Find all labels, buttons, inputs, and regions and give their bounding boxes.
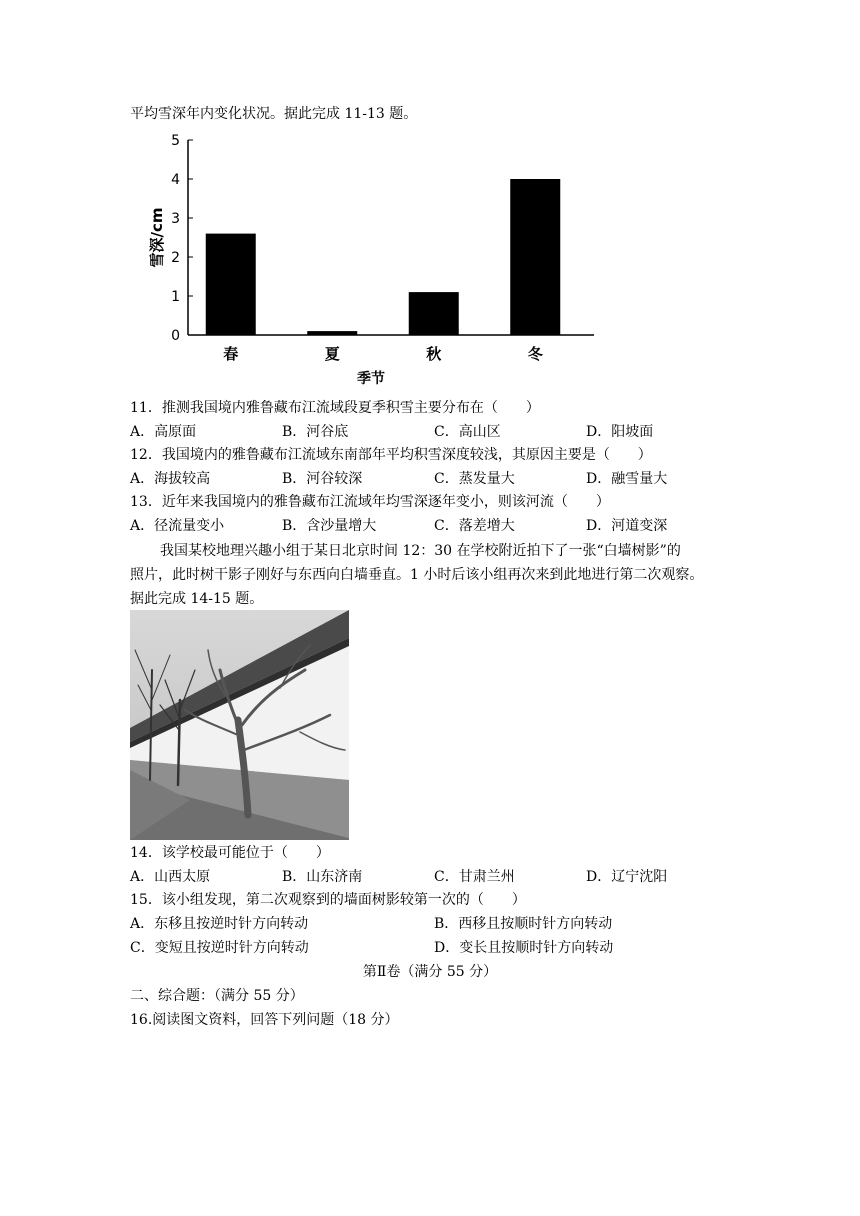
y-tick-label: 1: [171, 289, 180, 305]
q14-option-b: B．山东济南: [282, 869, 363, 885]
question-12-stem: 12．我国境内的雅鲁藏布江流域东南部年平均积雪深度较浅，其原因主要是（ ）: [130, 447, 652, 463]
q15-option-c: C．变短且按逆时针方向转动: [130, 940, 309, 956]
q15-option-d: D．变长且按顺时针方向转动: [434, 940, 614, 956]
y-tick-label: 3: [171, 211, 180, 227]
q15-option-b: B．西移且按顺时针方向转动: [434, 916, 613, 932]
question-15-stem: 15．该小组发现，第二次观察到的墙面树影较第一次的（ ）: [130, 892, 526, 908]
snow-depth-bar-chart: [140, 128, 610, 390]
q12-option-a: A．海拔较高: [130, 471, 211, 487]
question-14-stem: 14．该学校最可能位于（ ）: [130, 845, 330, 861]
section-title: 二、综合题：（满分 55 分）: [130, 988, 304, 1004]
q11-option-b: B．河谷底: [282, 424, 349, 440]
x-category-label: 夏: [324, 345, 340, 363]
bar-3: [409, 292, 459, 335]
x-category-label: 冬: [527, 345, 543, 363]
q14-option-d: D．辽宁沈阳: [586, 869, 668, 885]
y-tick-label: 2: [171, 250, 180, 266]
x-axis-label: 季节: [357, 371, 385, 387]
q12-option-d: D．融雪量大: [586, 471, 668, 487]
q11-option-d: D．阳坡面: [586, 424, 654, 440]
question-13-stem: 13．近年来我国境内的雅鲁藏布江流域年均雪深逐年变小，则该河流（ ）: [130, 494, 610, 510]
bar-1: [206, 234, 256, 335]
q12-option-b: B．河谷较深: [282, 471, 363, 487]
x-category-label: 秋: [426, 345, 442, 363]
q13-option-b: B．含沙量增大: [282, 518, 377, 534]
y-axis-label: 雪深/cm: [148, 207, 166, 268]
intro-line: 平均雪深年内变化状况。据此完成 11-13 题。: [130, 106, 418, 122]
question-11-stem: 11．推测我国境内雅鲁藏布江流域段夏季积雪主要分布在（ ）: [130, 400, 540, 416]
y-tick-label: 0: [171, 328, 180, 344]
q15-option-a: A．东移且按逆时针方向转动: [130, 916, 309, 932]
bar-2: [307, 331, 357, 335]
part-2-title: 第Ⅱ卷（满分 55 分）: [362, 964, 498, 980]
y-tick-label: 5: [171, 133, 180, 149]
x-category-label: 春: [223, 345, 239, 363]
q13-option-a: A．径流量变小: [130, 518, 225, 534]
question-16-stem: 16.阅读图文资料，回答下列问题（18 分）: [130, 1012, 399, 1028]
bar-4: [510, 179, 560, 335]
q11-option-a: A．高原面: [130, 424, 197, 440]
passage-line-3: 据此完成 14-15 题。: [130, 591, 264, 607]
q14-option-a: A．山西太原: [130, 869, 211, 885]
passage-line-2: 照片，此时树干影子刚好与东西向白墙垂直。1 小时后该小组再次来到此地进行第二次观察。: [130, 567, 704, 583]
passage-line-1: 我国某校地理兴趣小组于某日北京时间 12：30 在学校附近拍下了一张“白墙树影”的: [160, 543, 681, 559]
q12-option-c: C．蒸发量大: [434, 471, 515, 487]
q13-option-d: D．河道变深: [586, 518, 668, 534]
white-wall-tree-shadow-photo: [130, 610, 349, 840]
q14-option-c: C．甘肃兰州: [434, 869, 515, 885]
y-tick-label: 4: [171, 172, 180, 188]
q11-option-c: C．高山区: [434, 424, 501, 440]
q13-option-c: C．落差增大: [434, 518, 515, 534]
